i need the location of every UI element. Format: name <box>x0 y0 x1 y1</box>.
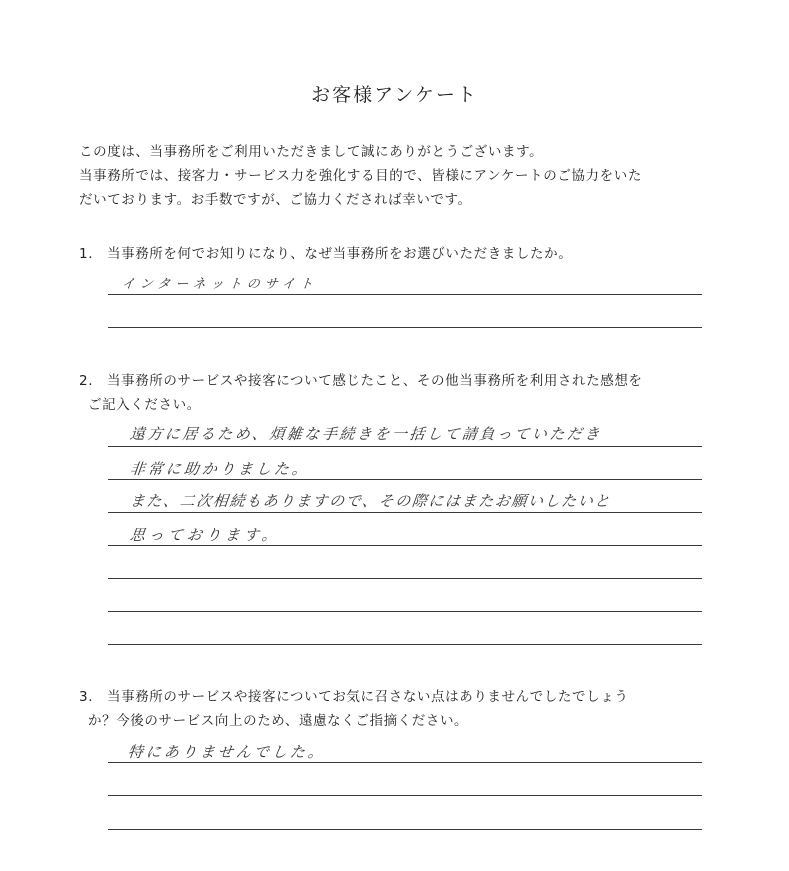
answer-line <box>108 545 702 546</box>
answer-2-line-2: 非常に助かりました。 <box>129 460 311 478</box>
question-number: 3. <box>79 689 94 705</box>
answer-line <box>108 611 702 612</box>
answer-line <box>108 829 702 830</box>
question-number: 2. <box>79 373 94 389</box>
answer-line <box>108 644 702 645</box>
question-3 <box>79 685 628 733</box>
question-number: 1. <box>79 246 94 262</box>
answer-line <box>108 795 702 796</box>
answer-2-line-1: 遠方に居るため、煩雑な手続きを一括して請負っていただき <box>129 425 603 443</box>
answer-line <box>108 446 702 447</box>
answer-3-line-1: 特にありませんでした。 <box>127 743 327 761</box>
question-text: 当事務所を何でお知りになり、なぜ当事務所をお選びいただきましたか。 <box>107 246 573 262</box>
answer-line <box>108 479 702 480</box>
question-text: 当事務所のサービスや接客について感じたこと、その他当事務所を利用された感想を <box>107 373 643 389</box>
answer-line <box>108 762 702 763</box>
intro-line: だいております。お手数ですが、ご協力くだされば幸いです。 <box>79 192 472 208</box>
question-1 <box>79 242 572 266</box>
question-2 <box>79 369 643 417</box>
answer-line <box>108 294 702 295</box>
question-text: ご記入ください。 <box>88 397 201 413</box>
answer-2-line-4: 思っております。 <box>129 526 282 544</box>
question-text: か？今後のサービス向上のため、遠慮なくご指摘ください。 <box>88 713 469 729</box>
intro-line: この度は、当事務所をご利用いただきまして誠にありがとうございます。 <box>79 144 544 160</box>
answer-line <box>108 327 702 328</box>
answer-1-line-1: インターネットのサイト <box>121 277 319 292</box>
answer-line <box>108 578 702 579</box>
intro-text <box>79 140 729 212</box>
intro-line: 当事務所では、接客力・サービス力を強化する目的で、皆様にアンケートのご協力をいた <box>79 168 642 184</box>
question-text: 当事務所のサービスや接客についてお気に召さない点はありませんでしたでしょう <box>107 689 629 705</box>
answer-line <box>108 512 702 513</box>
answer-2-line-3: また、二次相続もありますので、その際にはまたお願いしたいと <box>129 492 613 510</box>
page-title: お客様アンケート <box>311 84 478 106</box>
